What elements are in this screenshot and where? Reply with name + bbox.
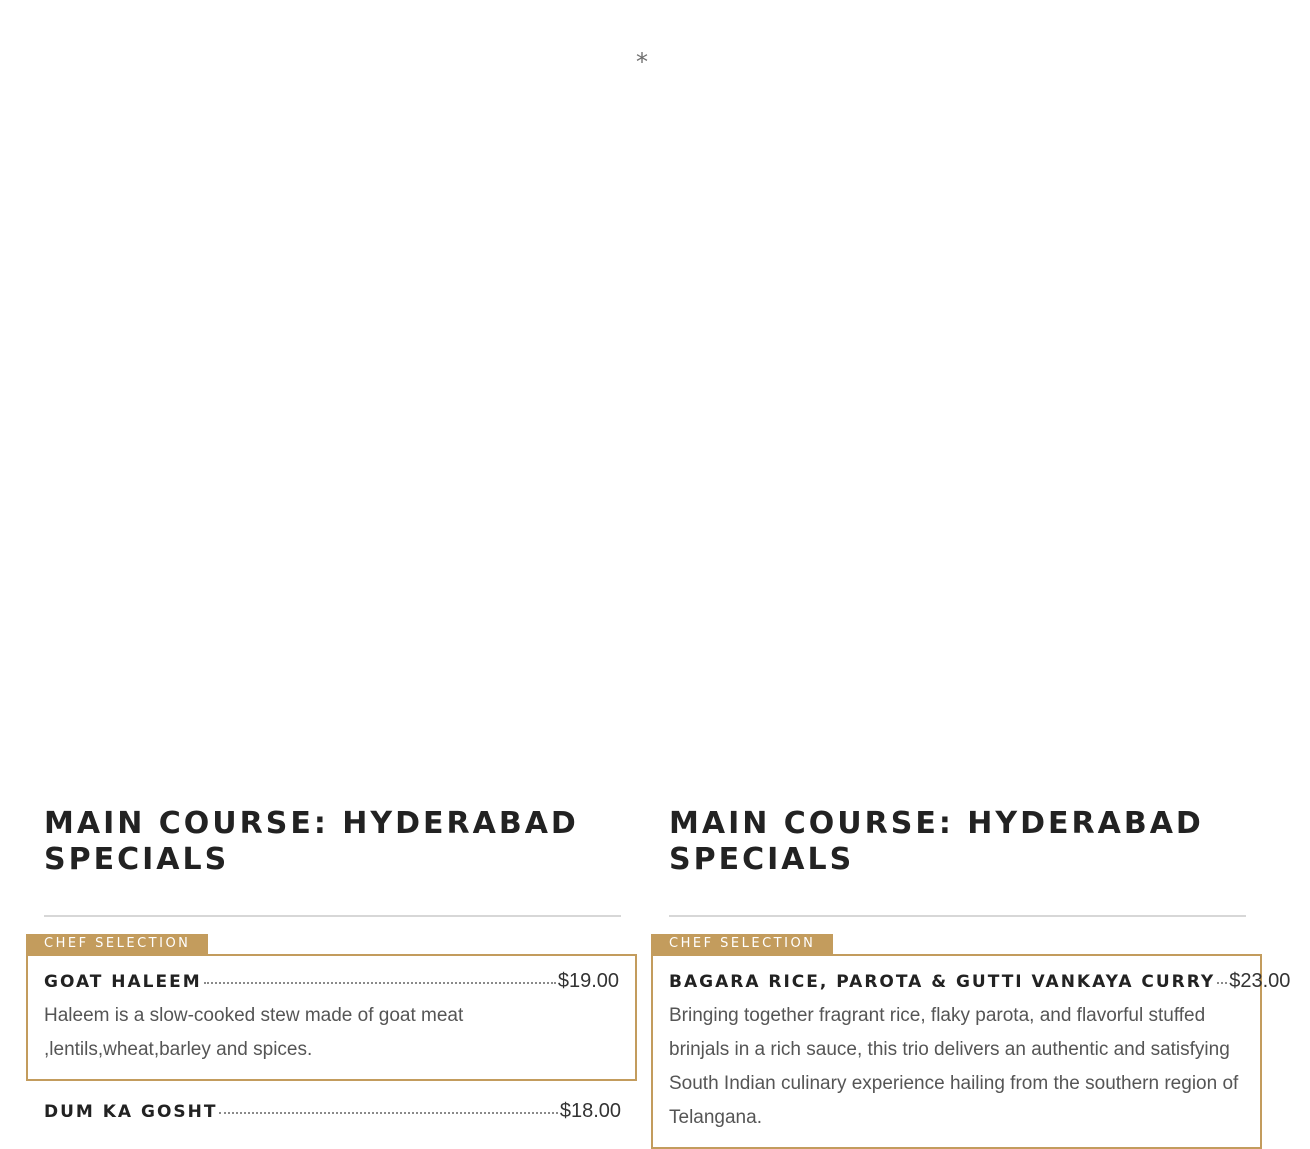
menu-item-name: DUM KA GOSHT: [44, 1102, 218, 1122]
menu-item-name: GOAT HALEEM: [44, 972, 202, 992]
section-title: MAIN COURSE: HYDERABAD SPECIALS: [669, 806, 1204, 877]
menu-section-right: [669, 806, 1291, 1128]
chef-selection-badge: CHEF SELECTION: [651, 934, 833, 954]
leader-dots: [204, 982, 556, 984]
menu-item-price: $18.00: [559, 1100, 621, 1122]
menu-item-name: BAGARA RICE, PAROTA & GUTTI VANKAYA CURRY: [669, 972, 1216, 992]
menu-item-price: $23.00: [1229, 970, 1291, 992]
menu-item-header: [669, 970, 1291, 993]
leader-dots: [219, 1112, 557, 1114]
loading-spinner-icon: *: [636, 48, 648, 76]
section-divider: [669, 915, 1246, 917]
chef-selection-badge: CHEF SELECTION: [26, 934, 208, 954]
featured-menu-item: [26, 954, 637, 1081]
leader-dots: [1217, 982, 1227, 984]
menu-item-header: [44, 970, 619, 993]
section-divider: [44, 915, 621, 917]
menu-item-description: Haleem is a slow-cooked stew made of goat meat ,lentils,wheat,barley and spices.: [44, 1005, 464, 1060]
menu-item-price: $19.00: [557, 970, 619, 992]
menu-item-description: Bringing together fragrant rice, flaky parota, and flavorful stuffed brinjals in a rich sauce, this trio delivers an authentic and satisfying South Indian culinary experience hailing from the southern region of Telangana.: [669, 1005, 1239, 1128]
menu-section-left: [44, 806, 621, 1122]
section-title: MAIN COURSE: HYDERABAD SPECIALS: [44, 806, 579, 877]
